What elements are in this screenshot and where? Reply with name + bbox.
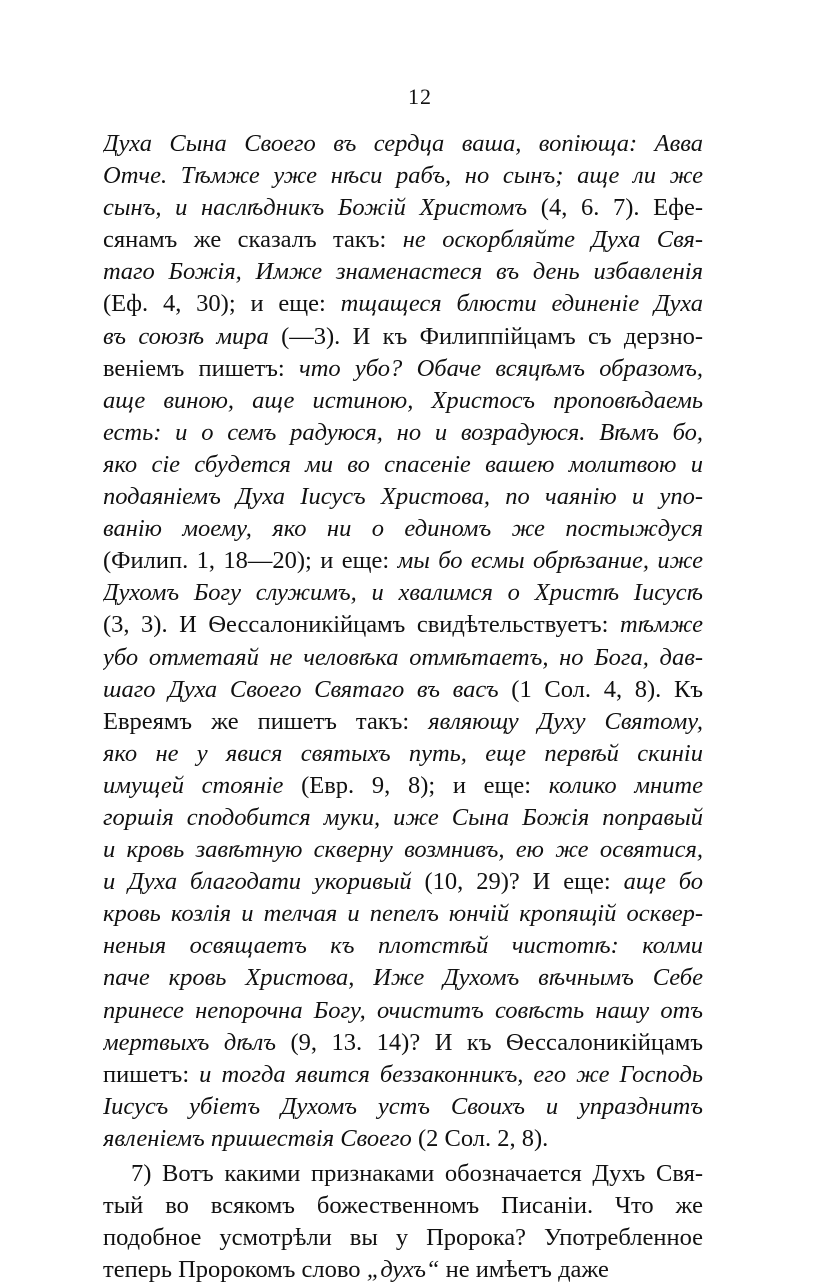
text-line	[103, 160, 703, 192]
text-segment: (3, 3). И Ѳессалоникійцамъ свидѣтельствуетъ:	[103, 611, 620, 639]
text-line	[103, 1254, 703, 1286]
scripture-quote: Отче. Тѣмже уже нѣси рабъ, но сынъ; аще ли же	[103, 162, 703, 190]
text-line	[103, 1222, 703, 1254]
text-line	[103, 192, 703, 224]
scripture-quote: что убо? Обаче всяцѣмъ образомъ,	[299, 354, 703, 382]
scripture-quote: колико мните	[548, 771, 703, 799]
text-line	[103, 609, 703, 641]
text-line	[103, 353, 703, 385]
scripture-quote: аще бо	[623, 868, 703, 896]
scripture-quote: принесе непорочна Богу, очиститъ совѣсть нашу отъ	[103, 996, 703, 1024]
scripture-quote: яко сіе сбудется ми во спасеніе вашею молитвою и	[103, 450, 703, 478]
scripture-quote: ванію моему, яко ни о единомъ же постыждуся	[103, 515, 703, 543]
text-line	[103, 288, 703, 320]
text-line	[103, 674, 703, 706]
scripture-quote: „духъ“	[366, 1256, 440, 1284]
scripture-quote: яко не у явися святыхъ путь, еще первѣй скиніи	[103, 739, 703, 767]
scripture-quote: тѣмже	[619, 611, 703, 639]
text-segment: пишетъ:	[103, 1060, 200, 1088]
text-line	[103, 321, 703, 353]
page-number: 12	[408, 84, 432, 109]
scripture-quote: и Духа благодати укоривый	[103, 868, 412, 896]
text-segment: сянамъ же сказалъ такъ:	[103, 226, 403, 254]
scripture-quote: сынъ, и наслѣдникъ Божій Христомъ	[103, 194, 528, 222]
text-line	[103, 1059, 703, 1091]
text-segment: (2 Сол. 2, 8).	[411, 1124, 549, 1152]
text-segment: теперь Пророкомъ слово	[103, 1256, 367, 1284]
scripture-quote: тщащеся блюсти единеніе Духа	[340, 290, 703, 318]
text-segment: тый во всякомъ божественномъ Писаніи. Что же	[103, 1192, 703, 1220]
scripture-quote: Духомъ Богу служимъ, и хвалимся о Христѣ Іисусѣ	[103, 579, 703, 607]
scripture-quote: не оскорбляйте Духа Свя-	[402, 226, 703, 254]
text-segment: (Еф. 4, 30); и еще:	[103, 290, 341, 318]
scripture-quote: мертвыхъ дѣлъ	[103, 1028, 276, 1056]
text-line	[103, 642, 703, 674]
text-line	[103, 1158, 703, 1190]
scripture-quote: паче кровь Христова, Иже Духомъ вѣчнымъ Себе	[103, 964, 703, 992]
text-line	[103, 802, 703, 834]
text-line	[103, 706, 703, 738]
text-line	[103, 1091, 703, 1123]
scripture-quote: Духа Сына Своего въ сердца ваша, вопіюща: Авва	[103, 130, 703, 157]
scripture-quote: аще виною, аще истиною, Христосъ проповѣдаемь	[103, 386, 703, 414]
text-line	[103, 1123, 703, 1155]
scripture-quote: шаго Духа Своего Святаго въ васъ	[103, 675, 499, 703]
text-line	[103, 930, 703, 962]
text-segment: Евреямъ же пишетъ такъ:	[103, 707, 429, 735]
text-line	[103, 738, 703, 770]
body-text	[103, 128, 703, 1286]
scripture-quote: горшія сподобится муки, иже Сына Божія поправый	[103, 803, 703, 831]
scripture-quote: подаяніемъ Духа Іисусъ Христова, по чаянію и упо-	[103, 483, 703, 511]
text-segment: не имѣетъ даже	[439, 1256, 609, 1284]
scripture-quote: и кровь завѣтную скверну возмнивъ, ею же освятися,	[103, 836, 703, 864]
text-line	[103, 481, 703, 513]
scripture-quote: есть: и о семъ радуюся, но и возрадуюся. Вѣмъ бо,	[103, 418, 703, 446]
text-line	[103, 449, 703, 481]
text-line	[103, 770, 703, 802]
text-segment: (Филип. 1, 18—20); и еще:	[103, 547, 398, 575]
scripture-quote: и тогда явится беззаконникъ, его же Господь	[199, 1060, 703, 1088]
text-line	[103, 866, 703, 898]
scripture-quote: явленіемъ пришествія Своего	[103, 1124, 412, 1152]
scripture-quote: тaго Божія, Имже знаменастеся въ день избавленія	[103, 258, 703, 286]
text-line	[103, 577, 703, 609]
scripture-quote: являющу Духу Святому,	[428, 707, 703, 735]
text-segment: подобное усмотрѣли вы у Пророка? Употребленное	[103, 1224, 703, 1252]
text-segment: (10, 29)? И еще:	[411, 868, 624, 896]
text-segment: веніемъ пишетъ:	[103, 354, 299, 382]
text-segment: (9, 13. 14)? И къ Ѳессалоникійцамъ	[275, 1028, 703, 1056]
text-segment: 7) Вотъ какими признаками обозначается Духъ Свя-	[131, 1160, 703, 1187]
text-line	[103, 385, 703, 417]
scripture-quote: убо отметаяй не человѣка отмѣтаетъ, но Бога, дав-	[103, 643, 703, 671]
scripture-quote: кровь козлія и телчая и пепелъ юнчій кропящій осквер-	[103, 900, 703, 928]
text-line	[103, 898, 703, 930]
scripture-quote: мы бо есмы обрѣзание, иже	[397, 547, 703, 575]
text-line	[103, 417, 703, 449]
text-line	[103, 1190, 703, 1222]
text-line	[103, 834, 703, 866]
text-line	[103, 995, 703, 1027]
text-line	[103, 128, 703, 160]
text-line	[103, 545, 703, 577]
scripture-quote: Іисусъ убіетъ Духомъ устъ Своихъ и упразднитъ	[103, 1092, 703, 1120]
text-line	[103, 256, 703, 288]
text-segment: (1 Сол. 4, 8). Къ	[498, 675, 703, 703]
text-line	[103, 1027, 703, 1059]
text-segment: (Евр. 9, 8); и еще:	[283, 771, 549, 799]
text-line	[103, 224, 703, 256]
text-line	[103, 513, 703, 545]
scripture-quote: неныя освящаетъ къ плотстѣй чистотѣ: колми	[103, 932, 703, 960]
scripture-quote: въ союзѣ мира	[103, 322, 269, 350]
text-line	[103, 962, 703, 994]
text-segment: (4, 6. 7). Ефе-	[527, 194, 703, 222]
scripture-quote: имущей стояніе	[103, 771, 284, 799]
text-segment: (—3). И къ Филиппійцамъ съ дерзно-	[268, 322, 703, 350]
